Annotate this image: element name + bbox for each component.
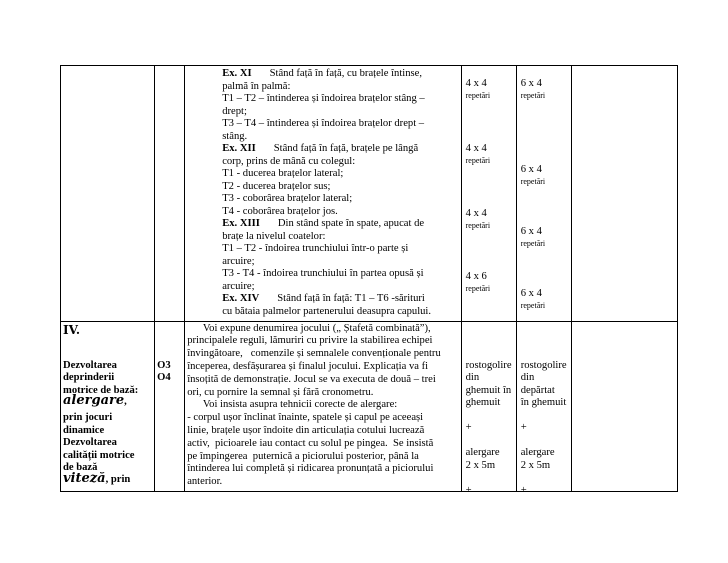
stage-line: dinamice — [63, 424, 105, 436]
stage-line: prin jocuri — [63, 412, 113, 424]
content-line: însoțită de demonstrație. Jocul se va executa de două – trei — [187, 373, 436, 385]
content-cell — [185, 321, 461, 491]
exercise-text: drept; — [222, 105, 247, 117]
dosage-line: 2 x 5m — [465, 459, 496, 471]
stage-cell — [61, 321, 155, 491]
stage-keyword-suffix: , — [124, 396, 127, 408]
exercise-text: corp, prins de mână cu colegul: — [222, 155, 356, 167]
stage-line: motrice de bază: — [63, 384, 139, 396]
dosage-line: în ghemuit — [520, 397, 567, 409]
exercise-line — [222, 143, 418, 155]
exercise-line — [222, 281, 254, 293]
exercise-label: Ex. XIII — [222, 218, 260, 229]
dosage-unit: repetări — [465, 221, 491, 230]
dosage-line: ghemuit — [465, 397, 501, 409]
stage-line — [63, 470, 131, 486]
dosage-line: alergare — [465, 447, 500, 459]
notes-cell — [571, 321, 677, 491]
exercise-text: T3 - coborârea brațelor lateral; — [222, 193, 353, 204]
objectives-cell — [155, 66, 185, 322]
exercise-text: palmă în palmă: — [222, 80, 291, 92]
exercise-text: Stând față în față, cu brațele întinse, — [269, 68, 422, 79]
stage-cell — [61, 66, 155, 322]
exercise-text: brațe la nivelul coatelor: — [222, 230, 326, 242]
exercise-label: Ex. XI — [222, 68, 252, 79]
exercise-text: T1 - ducerea brațelor lateral; — [222, 168, 344, 179]
dosage-value: 6 x 4 — [520, 226, 542, 237]
exercise-line — [222, 306, 431, 318]
objective-code: O4 — [157, 372, 171, 384]
dosage-line: + — [465, 422, 472, 434]
dosage-line: rostogolire — [520, 359, 567, 371]
notes-cell — [571, 66, 677, 322]
exercise-text: Stând față în față, brațele pe lângă — [273, 143, 419, 154]
exercise-line — [222, 118, 424, 130]
dosage-unit: repetări — [520, 301, 546, 310]
objectives-cell — [155, 321, 185, 491]
dosage-line: din — [465, 372, 480, 384]
table-row — [61, 321, 678, 491]
exercise-line — [222, 256, 254, 268]
exercise-line — [222, 131, 247, 143]
stage-line — [63, 395, 127, 408]
dosage-line: alergare — [520, 447, 555, 459]
exercise-line — [222, 243, 408, 255]
exercise-text: stâng. — [222, 130, 248, 142]
dosage-line: depărtat — [520, 384, 555, 396]
exercise-text: Stând față în față: T1 – T6 -sărituri — [277, 293, 425, 304]
content-line: principalele reguli, lămuriri cu privire la stabilirea echipei — [187, 335, 433, 347]
dosage-value: 4 x 4 — [465, 208, 487, 219]
content-cell — [185, 66, 461, 322]
dosage-value: 6 x 4 — [520, 78, 542, 89]
exercise-text: arcuire; — [222, 255, 255, 267]
stage-keyword: alergare — [63, 393, 125, 409]
content-line: începerea, desfășurarea și finalul jocului. Explicația va fi — [187, 360, 429, 372]
exercise-line — [222, 81, 290, 93]
lesson-plan-table — [60, 65, 678, 496]
exercise-line — [222, 168, 343, 180]
exercise-text: T2 - ducerea brațelor sus; — [222, 180, 331, 192]
objective-code: O3 — [157, 359, 171, 371]
dosage-line: + — [465, 484, 472, 496]
content-line: pe împingerea puternică a piciorului posterior, până la — [187, 450, 419, 462]
dosage-cell-b — [516, 66, 571, 322]
exercise-line — [222, 68, 422, 80]
exercise-line — [222, 218, 424, 230]
dosage-line: + — [520, 484, 527, 496]
exercise-line — [222, 293, 425, 305]
stage-line: Dezvoltarea — [63, 359, 117, 371]
exercise-text: T1 – T2 – întinderea și îndoirea brațelor stâng – — [222, 93, 425, 104]
exercise-line — [222, 181, 330, 193]
dosage-line: rostogolire — [465, 359, 512, 371]
stage-line: deprinderii — [63, 372, 115, 384]
table-row — [61, 66, 678, 322]
dosage-unit: repetări — [520, 177, 546, 186]
exercise-line — [222, 231, 325, 243]
dosage-unit: repetări — [465, 91, 491, 100]
exercise-label: Ex. XII — [222, 143, 256, 154]
dosage-line: 2 x 5m — [520, 459, 551, 471]
content-line: ori, cu pornire la semnal și fără cronometru. — [187, 386, 374, 398]
exercise-line — [222, 206, 338, 218]
content-line: - corpul ușor înclinat înainte, spatele și capul pe aceeași — [187, 412, 424, 424]
content-line: anterior. — [187, 476, 223, 488]
content-line: Voi insista asupra tehnicii corecte de alergare: — [187, 399, 398, 411]
dosage-cell-a — [461, 321, 516, 496]
dosage-cell-b — [516, 321, 571, 496]
exercise-line — [222, 193, 352, 205]
stage-line: calității motrice — [63, 449, 135, 461]
dosage-value: 6 x 4 — [520, 164, 542, 175]
stage-keyword-suffix: , prin — [105, 473, 131, 485]
exercise-line — [222, 106, 247, 118]
exercise-label: Ex. XIV — [222, 293, 260, 304]
content-line: activ, picioarele iau contact cu solul pe pingea. Se insistă — [187, 437, 434, 449]
dosage-unit: repetări — [465, 156, 491, 165]
dosage-line: + — [520, 422, 527, 434]
content-line: învingătoare, comenzile și semnalele convenționale pentru — [187, 348, 441, 360]
exercise-text: arcuire; — [222, 280, 255, 292]
exercise-line — [222, 268, 423, 280]
stage-line: de bază — [63, 462, 98, 474]
dosage-value: 4 x 6 — [465, 271, 487, 282]
dosage-line: din — [520, 372, 535, 384]
dosage-unit: repetări — [465, 284, 491, 293]
dosage-unit: repetări — [520, 239, 546, 248]
exercise-text: T4 - coborârea brațelor jos. — [222, 205, 338, 217]
dosage-cell-a — [461, 66, 516, 322]
content-line: întinderea lui completă și ridicarea pronunțată a piciorului — [187, 463, 434, 475]
exercise-line — [222, 93, 425, 105]
dosage-value: 6 x 4 — [520, 288, 542, 299]
stage-number: IV. — [63, 322, 81, 337]
dosage-unit: repetări — [520, 91, 546, 100]
dosage-value: 4 x 4 — [465, 143, 487, 154]
content-line: linie, brațele ușor îndoite din articulația cotului lucrează — [187, 424, 425, 436]
exercise-text: T3 - T4 - îndoirea trunchiului în partea opusă și — [222, 268, 424, 279]
exercise-line — [222, 156, 355, 168]
dosage-value: 4 x 4 — [465, 78, 487, 89]
exercise-text: Din stând spate în spate, apucat de — [277, 218, 425, 229]
dosage-line: ghemuit în — [465, 384, 512, 396]
exercise-text: cu bătaia palmelor partenerului deasupra capului. — [222, 305, 432, 317]
exercise-text: T1 – T2 - îndoirea trunchiului într-o parte și — [222, 243, 409, 254]
exercise-text: T3 – T4 – întinderea și îndoirea brațelor drept – — [222, 118, 425, 129]
stage-line: Dezvoltarea — [63, 437, 117, 449]
stage-keyword: viteză — [63, 470, 106, 486]
content-line: Voi expune denumirea jocului („ Ștafetă combinată”), — [187, 322, 431, 334]
